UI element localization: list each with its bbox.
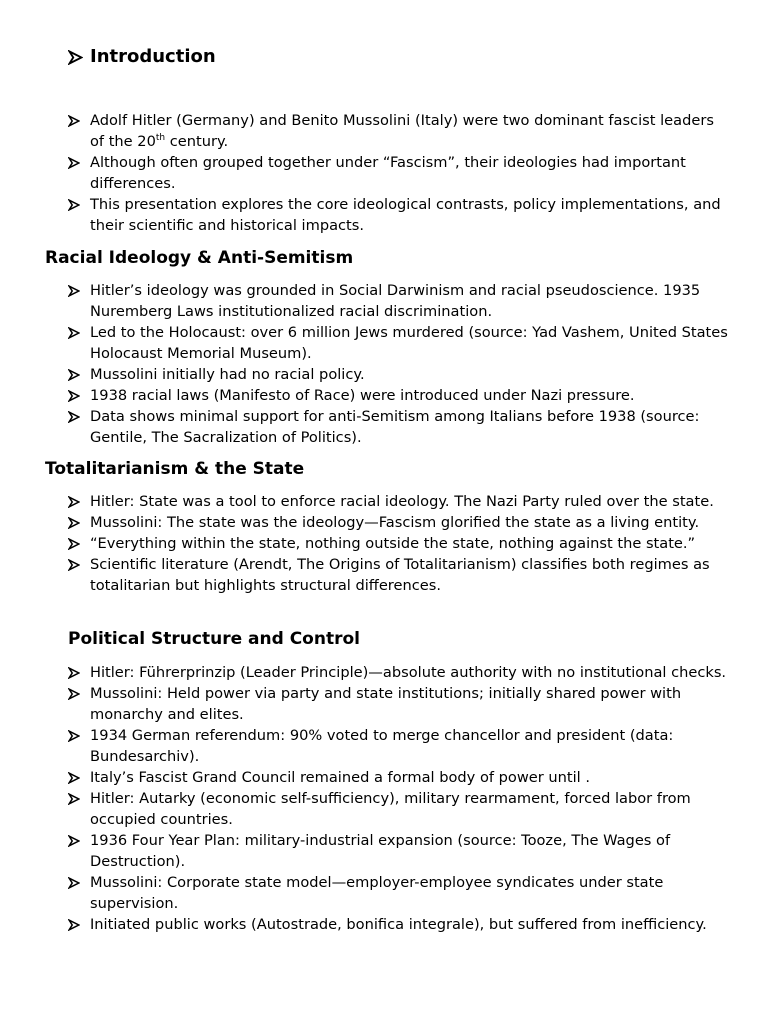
list-item <box>68 110 728 152</box>
bullet-text: Mussolini: Held power via party and state institutions; initially shared power with monarchy and elites. <box>90 685 682 723</box>
section-heading-political: Political Structure and Control <box>68 629 360 649</box>
list-item <box>68 533 728 554</box>
bullet-text: Data shows minimal support for anti-Semitism among Italians before 1938 (source: Gentile, The Sacralization of Politics). <box>90 408 700 446</box>
list-item <box>68 406 728 448</box>
list-item <box>68 725 728 767</box>
bullet-text: “Everything within the state, nothing outside the state, nothing against the state.” <box>90 535 696 552</box>
arrowhead-bullet-icon <box>68 725 82 746</box>
arrowhead-bullet-icon <box>68 385 82 406</box>
bullet-text: Hitler: Führerprinzip (Leader Principle)—absolute authority with no institutional checks. <box>90 664 727 681</box>
arrowhead-bullet-icon <box>68 406 82 427</box>
section-heading-racial: Racial Ideology & Anti-Semitism <box>45 248 354 268</box>
bullet-text-post: century. <box>165 133 229 150</box>
arrowhead-bullet-icon <box>68 662 82 683</box>
bullet-text: 1936 Four Year Plan: military-industrial expansion (source: Tooze, The Wages of Destruction). <box>90 832 671 870</box>
intro-heading <box>68 45 216 69</box>
list-item <box>68 830 728 872</box>
bullet-text: This presentation explores the core ideological contrasts, policy implementations, and their scientific and historical impacts. <box>90 196 721 234</box>
arrowhead-bullet-icon <box>68 194 82 215</box>
arrowhead-bullet-icon <box>68 533 82 554</box>
bullet-text: Initiated public works (Autostrade, bonifica integrale), but suffered from inefficiency. <box>90 916 707 933</box>
list-item <box>68 152 728 194</box>
list-item <box>68 914 728 935</box>
list-item <box>68 364 728 385</box>
list-item <box>68 872 728 914</box>
arrowhead-bullet-icon <box>68 872 82 893</box>
political-bullet-list <box>68 662 728 935</box>
bullet-text: Led to the Holocaust: over 6 million Jews murdered (source: Yad Vashem, United States Holocaust Memorial Museum). <box>90 324 728 362</box>
bullet-text: Hitler: State was a tool to enforce racial ideology. The Nazi Party ruled over the state. <box>90 493 714 510</box>
bullet-text: 1938 racial laws (Manifesto of Race) were introduced under Nazi pressure. <box>90 387 635 404</box>
section-heading-totalitarianism: Totalitarianism & the State <box>45 459 305 479</box>
list-item <box>68 662 728 683</box>
arrowhead-bullet-icon <box>68 788 82 809</box>
bullet-text: Mussolini initially had no racial policy. <box>90 366 365 383</box>
bullet-text-pre: Adolf Hitler (Germany) and Benito Mussolini (Italy) were two dominant fascist leaders of the 20 <box>90 112 714 150</box>
bullet-text: Although often grouped together under “Fascism”, their ideologies had important differences. <box>90 154 686 192</box>
racial-bullet-list <box>68 280 728 448</box>
bullet-text: Hitler’s ideology was grounded in Social Darwinism and racial pseudoscience. 1935 Nuremberg Laws institutionalized racial discrimination. <box>90 282 701 320</box>
list-item <box>68 512 728 533</box>
bullet-text: Scientific literature (Arendt, The Origins of Totalitarianism) classifies both regimes as totalitarian but highlights structural differences. <box>90 556 710 594</box>
list-item <box>68 385 728 406</box>
bullet-superscript: th <box>155 133 166 144</box>
arrowhead-bullet-icon <box>68 767 82 788</box>
arrowhead-bullet-icon <box>68 50 90 65</box>
arrowhead-bullet-icon <box>68 364 82 385</box>
bullet-text: 1934 German referendum: 90% voted to merge chancellor and president (data: Bundesarchiv). <box>90 727 674 765</box>
intro-heading-text: Introduction <box>90 46 216 67</box>
list-item <box>68 554 728 596</box>
list-item <box>68 788 728 830</box>
list-item <box>68 491 728 512</box>
list-item <box>68 767 728 788</box>
list-item <box>68 280 728 322</box>
bullet-text: Italy’s Fascist Grand Council remained a formal body of power until . <box>90 769 591 786</box>
totalitarianism-bullet-list <box>68 491 728 596</box>
list-item <box>68 194 728 236</box>
arrowhead-bullet-icon <box>68 152 82 173</box>
bullet-text: Mussolini: The state was the ideology—Fascism glorified the state as a living entity. <box>90 514 700 531</box>
arrowhead-bullet-icon <box>68 914 82 935</box>
arrowhead-bullet-icon <box>68 554 82 575</box>
list-item <box>68 322 728 364</box>
arrowhead-bullet-icon <box>68 280 82 301</box>
intro-bullet-list <box>68 110 728 236</box>
list-item <box>68 683 728 725</box>
arrowhead-bullet-icon <box>68 322 82 343</box>
bullet-text: Mussolini: Corporate state model—employer-employee syndicates under state supervision. <box>90 874 664 912</box>
arrowhead-bullet-icon <box>68 110 82 131</box>
arrowhead-bullet-icon <box>68 512 82 533</box>
arrowhead-bullet-icon <box>68 830 82 851</box>
arrowhead-bullet-icon <box>68 683 82 704</box>
bullet-text: Hitler: Autarky (economic self-sufficiency), military rearmament, forced labor from occupied countries. <box>90 790 691 828</box>
arrowhead-bullet-icon <box>68 491 82 512</box>
